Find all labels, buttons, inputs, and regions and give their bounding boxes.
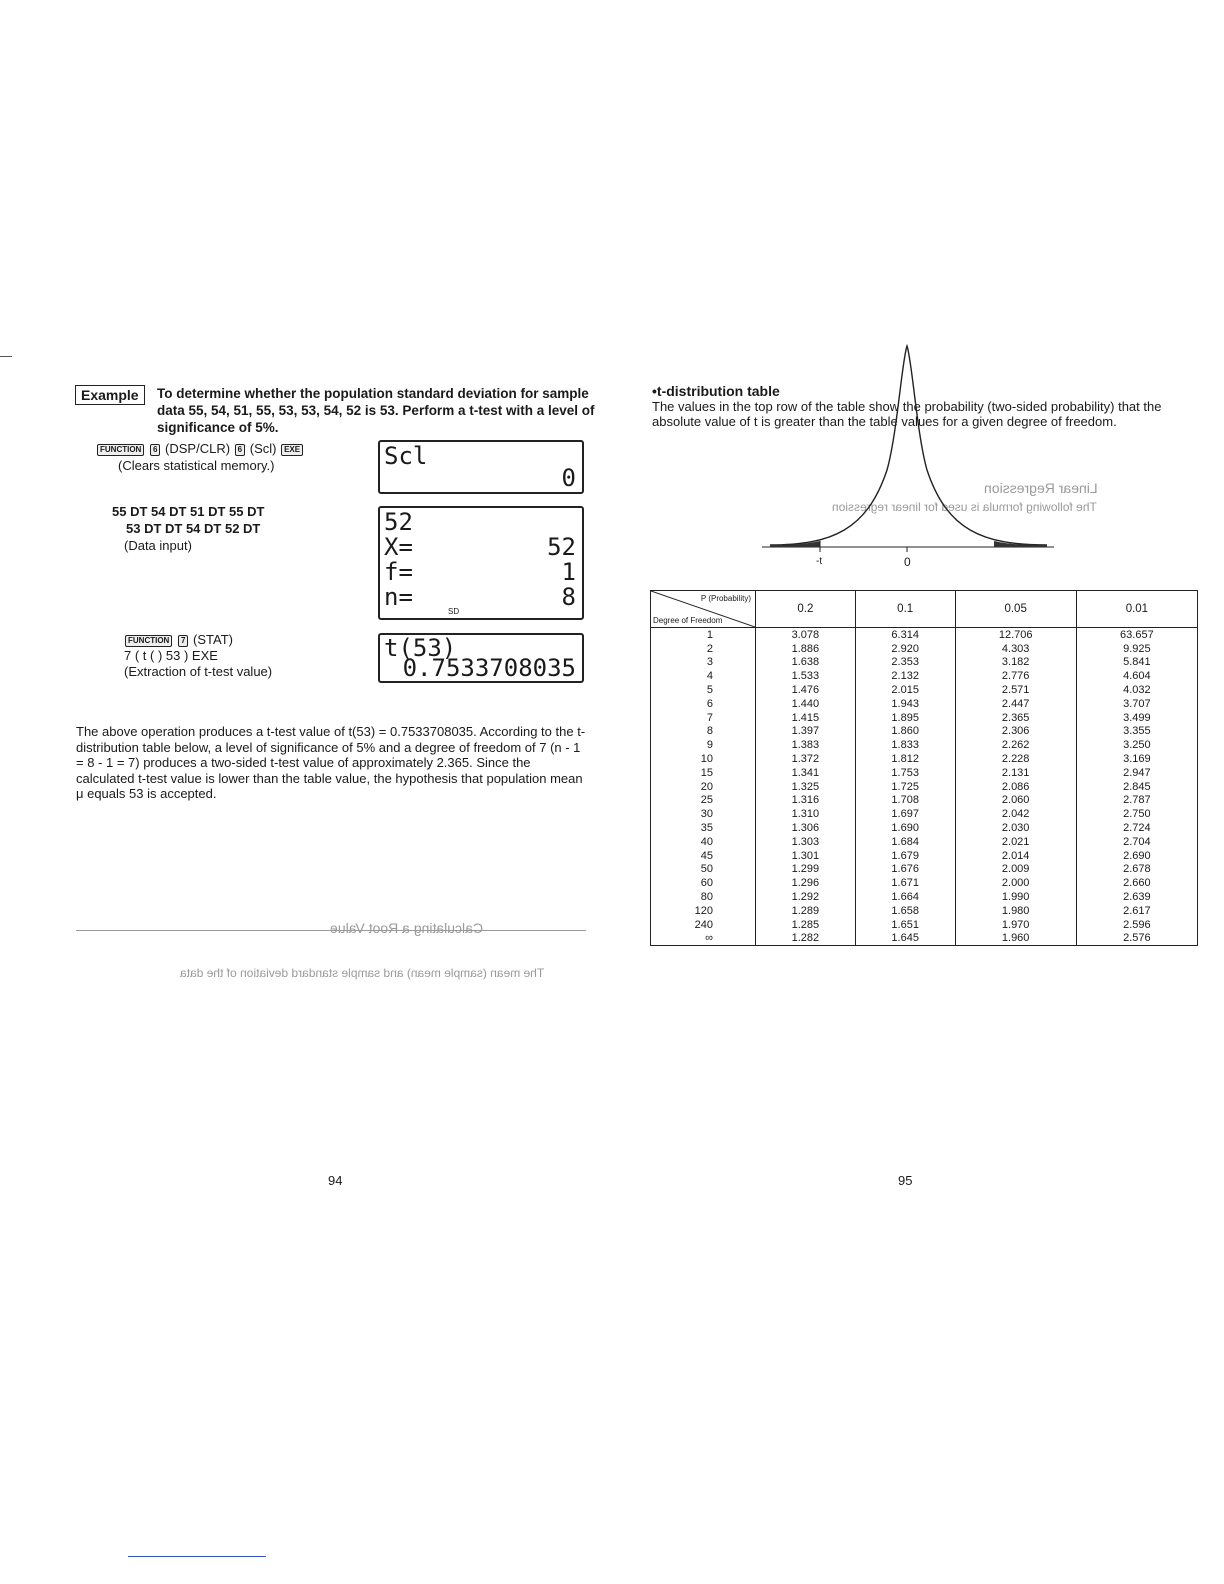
col-header-2: 0.05 [955,591,1076,628]
lcd2-x-label: X= [384,533,413,561]
value-cell: 1.383 [756,738,856,752]
degree-cell: 9 [651,738,756,752]
value-cell: 3.182 [955,656,1076,670]
lcd2-f-label: f= [384,558,413,586]
value-cell: 2.845 [1076,780,1197,794]
value-cell: 2.015 [855,683,955,697]
lcd3-line1: t(53) [384,634,457,662]
step-2-line2: 53 DT DT 54 DT 52 DT [126,521,261,536]
value-cell: 1.440 [756,697,856,711]
degree-cell: 120 [651,904,756,918]
table-row [651,656,1198,670]
value-cell: 2.724 [1076,821,1197,835]
value-cell: 2.660 [1076,876,1197,890]
value-cell: 1.980 [955,904,1076,918]
table-row [651,697,1198,711]
value-cell: 1.812 [855,752,955,766]
value-cell: 1.690 [855,821,955,835]
section-text: The values in the top row of the table show the probability (two-sided probability) that the absolute value of t is greater than the table values for a given degree of freedom. [652,399,1162,429]
degree-cell: 8 [651,725,756,739]
table-row [651,738,1198,752]
degree-cell: 3 [651,656,756,670]
value-cell: 9.925 [1076,642,1197,656]
lcd1-line1: Scl [384,442,428,470]
value-cell: 2.086 [955,780,1076,794]
value-cell: 2.920 [855,642,955,656]
value-cell: 1.679 [855,849,955,863]
table-row [651,780,1198,794]
value-cell: 1.895 [855,711,955,725]
lcd2-x-value: 52 [547,533,576,561]
value-cell: 1.476 [756,683,856,697]
table-row [651,876,1198,890]
value-cell: 2.596 [1076,918,1197,932]
zero-label: 0 [904,555,911,569]
value-cell: 1.725 [855,780,955,794]
col-header-0: 0.2 [756,591,856,628]
exe-key: EXE [281,444,303,456]
value-cell: 3.707 [1076,697,1197,711]
function-key: FUNCTION [97,444,144,456]
value-cell: 2.750 [1076,807,1197,821]
table-row [651,932,1198,946]
value-cell: 1.296 [756,876,856,890]
table-row [651,628,1198,642]
degree-cell: 25 [651,794,756,808]
lcd-display-2 [378,506,584,620]
degree-cell: 35 [651,821,756,835]
value-cell: 2.704 [1076,835,1197,849]
value-cell: 1.310 [756,807,856,821]
table-row [651,918,1198,932]
value-cell: 1.697 [855,807,955,821]
degree-cell: 30 [651,807,756,821]
key-6: 6 [150,444,160,456]
table-row [651,807,1198,821]
value-cell: 2.228 [955,752,1076,766]
value-cell: 1.943 [855,697,955,711]
value-cell: 2.132 [855,669,955,683]
lcd2-n-label: n= [384,583,413,611]
value-cell: 1.299 [756,863,856,877]
value-cell: 3.078 [756,628,856,642]
table-row [651,683,1198,697]
value-cell: 2.009 [955,863,1076,877]
value-cell: 2.014 [955,849,1076,863]
degree-cell: 60 [651,876,756,890]
table-row [651,904,1198,918]
key-6b: 6 [235,444,245,456]
step-2-note: (Data input) [124,538,192,553]
value-cell: 1.664 [855,890,955,904]
value-cell: 1.316 [756,794,856,808]
degree-cell: 10 [651,752,756,766]
example-label: Example [75,385,145,405]
degree-cell: 5 [651,683,756,697]
step-3-line1 [124,632,233,648]
step-1-text2: (Scl) [249,441,277,456]
probability-header: P (Probability) [700,594,751,603]
value-cell: 3.355 [1076,725,1197,739]
col-header-1: 0.1 [855,591,955,628]
footer-rule [128,1556,266,1557]
value-cell: 1.638 [756,656,856,670]
table-row [651,821,1198,835]
value-cell: 2.030 [955,821,1076,835]
table-row [651,752,1198,766]
value-cell: 1.708 [855,794,955,808]
lcd-display-1 [378,440,584,494]
value-cell: 2.617 [1076,904,1197,918]
ghost-heading-2: Linear Regression [984,480,1098,496]
value-cell: 63.657 [1076,628,1197,642]
explanation-paragraph: The above operation produces a t-test value of t(53) = 0.7533708035. According to the t-distribution table below, a level of significance of 5% and a degree of freedom of 7 (n - 1 = 8 - 1 = 7) produces a two-sided t-test value of approximately 2.365. Since the calculated t-test value is lower than the table value, the hypothesis that population mean μ equals 53 is accepted. [76,724,586,801]
value-cell: 1.289 [756,904,856,918]
curve-line [770,346,1047,545]
ghost-heading: Calculating a Root Value [330,920,484,936]
section-title: •t-distribution table [652,383,780,399]
value-cell: 2.262 [955,738,1076,752]
value-cell: 1.415 [756,711,856,725]
t-distribution-curve [762,300,1062,586]
value-cell: 1.301 [756,849,856,863]
table-body [651,628,1198,946]
value-cell: 1.833 [855,738,955,752]
value-cell: 2.776 [955,669,1076,683]
value-cell: 1.285 [756,918,856,932]
value-cell: 4.303 [955,642,1076,656]
table-row [651,711,1198,725]
ghost-line-1: The mean (sample mean) and sample standard deviation of the data [180,966,545,980]
value-cell: 1.292 [756,890,856,904]
table-row [651,863,1198,877]
degree-header: Degree of Freedom [653,616,723,625]
table-row [651,725,1198,739]
value-cell: 1.960 [955,932,1076,946]
right-page [612,0,1224,1584]
step-3-text: (STAT) [193,632,233,647]
degree-cell: 240 [651,918,756,932]
value-cell: 2.639 [1076,890,1197,904]
lcd2-line1: 52 [384,508,413,536]
degree-cell: 7 [651,711,756,725]
degree-cell: 15 [651,766,756,780]
table-row [651,849,1198,863]
value-cell: 1.533 [756,669,856,683]
degree-cell: 80 [651,890,756,904]
value-cell: 1.303 [756,835,856,849]
page-number-right: 95 [898,1173,913,1188]
step-1-note: (Clears statistical memory.) [118,458,275,473]
step-3-line2: 7 ( t ( ) 53 ) EXE [124,648,218,663]
degree-cell: 40 [651,835,756,849]
curve-group [762,346,1054,552]
table-row [651,794,1198,808]
value-cell: 1.651 [855,918,955,932]
value-cell: 3.499 [1076,711,1197,725]
value-cell: 2.000 [955,876,1076,890]
lcd3-value: 0.7533708035 [402,654,576,682]
degree-cell: 45 [651,849,756,863]
value-cell: 12.706 [955,628,1076,642]
value-cell: 3.250 [1076,738,1197,752]
value-cell: 1.990 [955,890,1076,904]
value-cell: 1.671 [855,876,955,890]
degree-cell: 2 [651,642,756,656]
lcd1-value: 0 [561,464,576,492]
value-cell: 2.306 [955,725,1076,739]
neg-t-label: -t [816,556,823,567]
value-cell: 2.690 [1076,849,1197,863]
value-cell: 1.860 [855,725,955,739]
value-cell: 2.678 [1076,863,1197,877]
value-cell: 6.314 [855,628,955,642]
value-cell: 2.447 [955,697,1076,711]
lcd2-f-value: 1 [561,558,576,586]
example-text: To determine whether the population standard deviation for sample data 55, 54, 51, 55, 53, 53, 54, 52 is 53. Perform a t-test with a level of significance of 5%. [157,386,595,435]
step-2-line1: 55 DT 54 DT 51 DT 55 DT [112,504,265,519]
step-3-note: (Extraction of t-test value) [124,664,273,679]
value-cell: 1.325 [756,780,856,794]
value-cell: 1.753 [855,766,955,780]
value-cell: 2.353 [855,656,955,670]
value-cell: 4.604 [1076,669,1197,683]
sd-indicator: SD [448,607,460,616]
value-cell: 1.676 [855,863,955,877]
value-cell: 3.169 [1076,752,1197,766]
value-cell: 2.947 [1076,766,1197,780]
value-cell: 1.886 [756,642,856,656]
value-cell: 2.787 [1076,794,1197,808]
value-cell: 2.365 [955,711,1076,725]
value-cell: 1.282 [756,932,856,946]
table-row [651,835,1198,849]
lcd-display-3 [378,633,584,683]
degree-cell: ∞ [651,932,756,946]
t-distribution-table [650,590,1198,946]
value-cell: 4.032 [1076,683,1197,697]
value-cell: 2.131 [955,766,1076,780]
value-cell: 2.042 [955,807,1076,821]
degree-cell: 50 [651,863,756,877]
table-row [651,766,1198,780]
value-cell: 2.576 [1076,932,1197,946]
value-cell: 1.645 [855,932,955,946]
value-cell: 1.658 [855,904,955,918]
col-header-3: 0.01 [1076,591,1197,628]
degree-cell: 4 [651,669,756,683]
value-cell: 1.970 [955,918,1076,932]
table-header-row [651,591,1198,628]
degree-cell: 6 [651,697,756,711]
value-cell: 5.841 [1076,656,1197,670]
margin-mark [0,356,12,357]
table-row [651,642,1198,656]
value-cell: 1.372 [756,752,856,766]
table-row [651,669,1198,683]
function-key-2: FUNCTION [125,635,172,647]
value-cell: 1.306 [756,821,856,835]
value-cell: 1.341 [756,766,856,780]
header-diagonal-cell [651,591,756,628]
step-1-text: (DSP/CLR) [165,441,231,456]
degree-cell: 20 [651,780,756,794]
value-cell: 2.060 [955,794,1076,808]
lcd2-n-value: 8 [561,583,576,611]
table-row [651,890,1198,904]
value-cell: 1.397 [756,725,856,739]
step-1 [96,441,304,457]
ghost-line-2: The following formula is used for linear regression [832,500,1097,514]
value-cell: 1.684 [855,835,955,849]
degree-cell: 1 [651,628,756,642]
page-number-left: 94 [328,1173,343,1188]
value-cell: 2.021 [955,835,1076,849]
value-cell: 2.571 [955,683,1076,697]
key-7: 7 [178,635,188,647]
